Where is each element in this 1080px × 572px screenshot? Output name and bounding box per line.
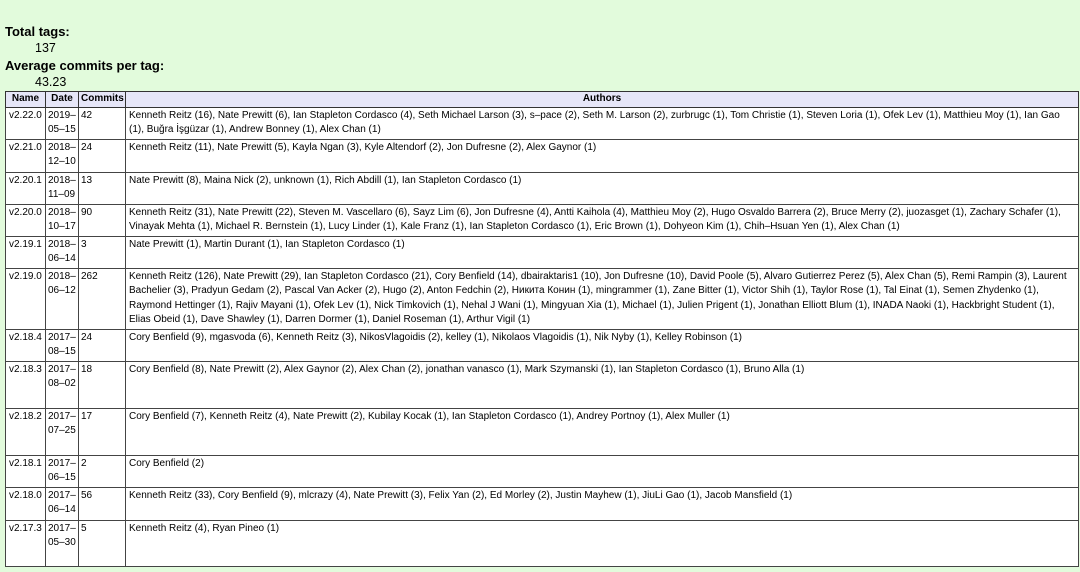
table-row (6, 520, 1079, 566)
avg-commits-label: Average commits per tag: (5, 58, 165, 73)
tag-commits-cell: 13 (79, 172, 126, 204)
table-body (6, 107, 1079, 566)
tag-name-cell: v2.19.0 (6, 268, 46, 329)
tag-name-cell: v2.18.1 (6, 455, 46, 487)
tag-authors-cell: Kenneth Reitz (31), Nate Prewitt (22), Steven M. Vascellaro (6), Sayz Lim (6), Jon Dufresne (4), Antti Kaihola (4), Matthieu Moy (2), Hugo Osvaldo Barrera (2), Bruce Merry (2), juozasget (1), Zachary Schafer (1), Vinayak Mehta (1), Michael R. Bernstein (1), Lucy Linder (1), Kale Franz (1), Ian Stapleton Cordasco (1), Eric Brown (1), Dohyeon Kim (1), Chih–Hsuan Yen (1), Alex Chan (1) (126, 204, 1079, 236)
tag-date-cell: 2017–05–30 (46, 520, 79, 566)
tag-name-cell: v2.18.3 (6, 361, 46, 408)
tag-name-cell: v2.18.0 (6, 487, 46, 520)
table-row (6, 172, 1079, 204)
table-row (6, 455, 1079, 487)
tag-name-cell: v2.21.0 (6, 139, 46, 172)
table-row (6, 487, 1079, 520)
tag-commits-cell: 24 (79, 329, 126, 361)
total-tags-label: Total tags: (5, 24, 70, 39)
tag-authors-cell: Kenneth Reitz (33), Cory Benfield (9), mlcrazy (4), Nate Prewitt (3), Felix Yan (2), Ed Morley (2), Justin Mayhew (1), JiuLi Gao (1), Jacob Mansfield (1) (126, 487, 1079, 520)
tag-commits-cell: 42 (79, 107, 126, 139)
tag-name-cell: v2.19.1 (6, 236, 46, 268)
tag-commits-cell: 18 (79, 361, 126, 408)
table-row (6, 139, 1079, 172)
tag-date-cell: 2018–12–10 (46, 139, 79, 172)
header-authors: Authors (126, 92, 1079, 108)
tag-commits-cell: 3 (79, 236, 126, 268)
tags-table (5, 91, 1079, 567)
tag-commits-cell: 24 (79, 139, 126, 172)
table-header-row (6, 92, 1079, 108)
tag-name-cell: v2.18.2 (6, 408, 46, 455)
tag-authors-cell: Cory Benfield (7), Kenneth Reitz (4), Nate Prewitt (2), Kubilay Kocak (1), Ian Stapleton Cordasco (1), Andrey Portnoy (1), Alex Muller (1) (126, 408, 1079, 455)
tag-authors-cell: Cory Benfield (9), mgasvoda (6), Kenneth Reitz (3), NikosVlagoidis (2), kelley (1), Nikolaos Vlagoidis (1), Nik Nyby (1), Kelley Robinson (1) (126, 329, 1079, 361)
tag-date-cell: 2018–11–09 (46, 172, 79, 204)
tag-authors-cell: Nate Prewitt (1), Martin Durant (1), Ian Stapleton Cordasco (1) (126, 236, 1079, 268)
tag-date-cell: 2018–06–12 (46, 268, 79, 329)
tag-authors-cell: Nate Prewitt (8), Maina Nick (2), unknown (1), Rich Abdill (1), Ian Stapleton Cordasco (1) (126, 172, 1079, 204)
table-row (6, 107, 1079, 139)
tag-authors-cell: Kenneth Reitz (126), Nate Prewitt (29), Ian Stapleton Cordasco (21), Cory Benfield (14), dbairaktaris1 (10), Jon Dufresne (10), David Poole (5), Alvaro Gutierrez Perez (5), Alex Chan (5), Remi Rampin (3), Laurent Bachelier (3), Pradyun Gedam (2), Pascal Van Acker (2), Hugo (2), Anton Fedchin (2), Никита Конин (1), mingrammer (1), Zane Bitter (1), Victor Shih (1), Taylor Rose (1), Tal Einat (1), Semen Zhydenko (1), Raymond Hettinger (1), Rajiv Mayani (1), Ofek Lev (1), Nick Timkovich (1), Nehal J Wani (1), Mingyuan Xia (1), Michael (1), Julien Prigent (1), Jonathan Elliott Blum (1), INADA Naoki (1), Hackbright Student (1), Elias Obeid (1), Dave Shawley (1), Darren Dormer (1), Daniel Roseman (1), Arthur Vigil (1) (126, 268, 1079, 329)
header-name: Name (6, 92, 46, 108)
tag-commits-cell: 5 (79, 520, 126, 566)
tag-commits-cell: 56 (79, 487, 126, 520)
tag-name-cell: v2.17.3 (6, 520, 46, 566)
tag-date-cell: 2017–08–15 (46, 329, 79, 361)
tag-commits-cell: 90 (79, 204, 126, 236)
table-row (6, 361, 1079, 408)
tag-name-cell: v2.20.0 (6, 204, 46, 236)
tags-table-container (5, 91, 1079, 567)
tag-date-cell: 2018–10–17 (46, 204, 79, 236)
total-tags-value: 137 (35, 41, 56, 55)
tag-date-cell: 2017–08–02 (46, 361, 79, 408)
table-row (6, 236, 1079, 268)
tag-date-cell: 2017–06–15 (46, 455, 79, 487)
table-row (6, 268, 1079, 329)
tag-date-cell: 2018–06–14 (46, 236, 79, 268)
avg-commits-value: 43.23 (35, 75, 67, 89)
tag-date-cell: 2017–07–25 (46, 408, 79, 455)
tag-authors-cell: Kenneth Reitz (11), Nate Prewitt (5), Kayla Ngan (3), Kyle Altendorf (2), Jon Dufresne (2), Alex Gaynor (1) (126, 139, 1079, 172)
tag-date-cell: 2017–06–14 (46, 487, 79, 520)
tag-name-cell: v2.22.0 (6, 107, 46, 139)
summary (0, 16, 1080, 98)
tag-name-cell: v2.18.4 (6, 329, 46, 361)
tag-authors-cell: Cory Benfield (2) (126, 455, 1079, 487)
tag-commits-cell: 17 (79, 408, 126, 455)
tag-name-cell: v2.20.1 (6, 172, 46, 204)
tag-authors-cell: Cory Benfield (8), Nate Prewitt (2), Alex Gaynor (2), Alex Chan (2), jonathan vanasco (1), Mark Szymanski (1), Ian Stapleton Cordasco (1), Bruno Alla (1) (126, 361, 1079, 408)
tag-commits-cell: 262 (79, 268, 126, 329)
table-row (6, 204, 1079, 236)
tag-authors-cell: Kenneth Reitz (16), Nate Prewitt (6), Ian Stapleton Cordasco (4), Seth Michael Larson (3), s–pace (2), Seth M. Larson (2), zurbrugc (1), Tom Christie (1), Steven Loria (1), Ofek Lev (1), Matthieu Moy (1), Ian Gao (1), Buğra İşgüzar (1), Andrew Bonney (1), Alex Chan (1) (126, 107, 1079, 139)
table-row (6, 408, 1079, 455)
header-commits: Commits (79, 92, 126, 108)
header-date: Date (46, 92, 79, 108)
tag-authors-cell: Kenneth Reitz (4), Ryan Pineo (1) (126, 520, 1079, 566)
tag-date-cell: 2019–05–15 (46, 107, 79, 139)
tag-commits-cell: 2 (79, 455, 126, 487)
table-row (6, 329, 1079, 361)
